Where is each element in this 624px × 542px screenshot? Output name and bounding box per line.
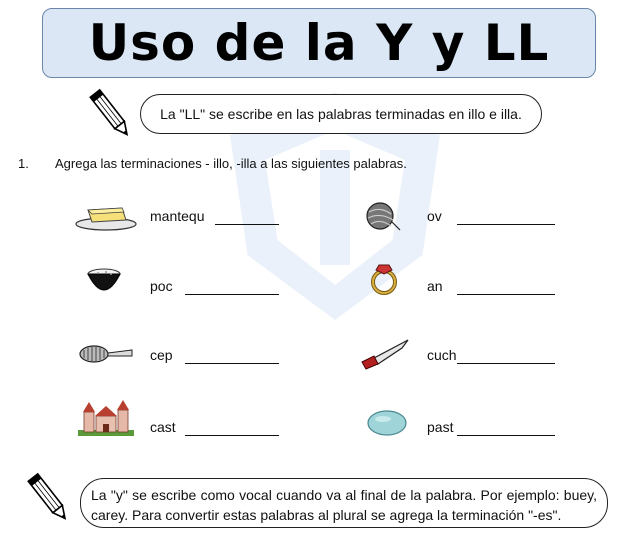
- list-item: [74, 200, 284, 236]
- list-item: [366, 408, 562, 442]
- answer-blank[interactable]: [457, 435, 555, 436]
- pencil-icon: [26, 470, 72, 526]
- answer-blank[interactable]: [185, 363, 279, 364]
- word-stem: past: [427, 419, 454, 435]
- answer-blank[interactable]: [457, 363, 555, 364]
- rule-y-cloud: [80, 478, 608, 528]
- word-stem: poc: [150, 278, 173, 294]
- page-title: Uso de la Y y LL: [88, 14, 550, 72]
- rule-y-text: La "y" se escribe como vocal cuando va al final de la palabra. Por ejemplo: buey, carey. Para convertir estas palabras al plural se agrega la terminación "-es".: [91, 487, 597, 523]
- word-stem: an: [427, 278, 443, 294]
- instruction-number: 1.: [18, 156, 29, 171]
- title-banner: [42, 8, 596, 78]
- knife-icon: [358, 336, 412, 370]
- list-item: [78, 398, 284, 438]
- list-item: [84, 262, 284, 298]
- answer-blank[interactable]: [215, 224, 279, 225]
- answer-blank[interactable]: [457, 224, 555, 225]
- instruction-text: Agrega las terminaciones - illo, -illa a las siguientes palabras.: [55, 156, 407, 171]
- word-stem: ov: [427, 208, 442, 224]
- word-stem: cuch: [427, 347, 457, 363]
- list-item: [358, 336, 562, 372]
- rule-ll-cloud: [140, 94, 542, 134]
- pencil-icon: [88, 86, 134, 142]
- list-item: [78, 340, 284, 370]
- castle-icon: [78, 398, 134, 436]
- answer-blank[interactable]: [185, 294, 279, 295]
- brush-icon: [78, 340, 134, 368]
- list-item: [368, 258, 562, 298]
- list-item: [362, 200, 562, 236]
- butter-icon: [74, 200, 138, 232]
- answer-blank[interactable]: [185, 435, 279, 436]
- yarn-ball-icon: [362, 200, 402, 234]
- answer-blank[interactable]: [457, 294, 555, 295]
- word-stem: cep: [150, 347, 173, 363]
- rice-bowl-icon: [84, 262, 124, 296]
- word-stem: cast: [150, 419, 176, 435]
- word-stem: mantequ: [150, 208, 205, 224]
- ring-icon: [368, 258, 400, 296]
- soap-bar-icon: [366, 408, 408, 438]
- rule-ll-text: La "LL" se escribe en las palabras terminadas en illo e illa.: [160, 106, 522, 122]
